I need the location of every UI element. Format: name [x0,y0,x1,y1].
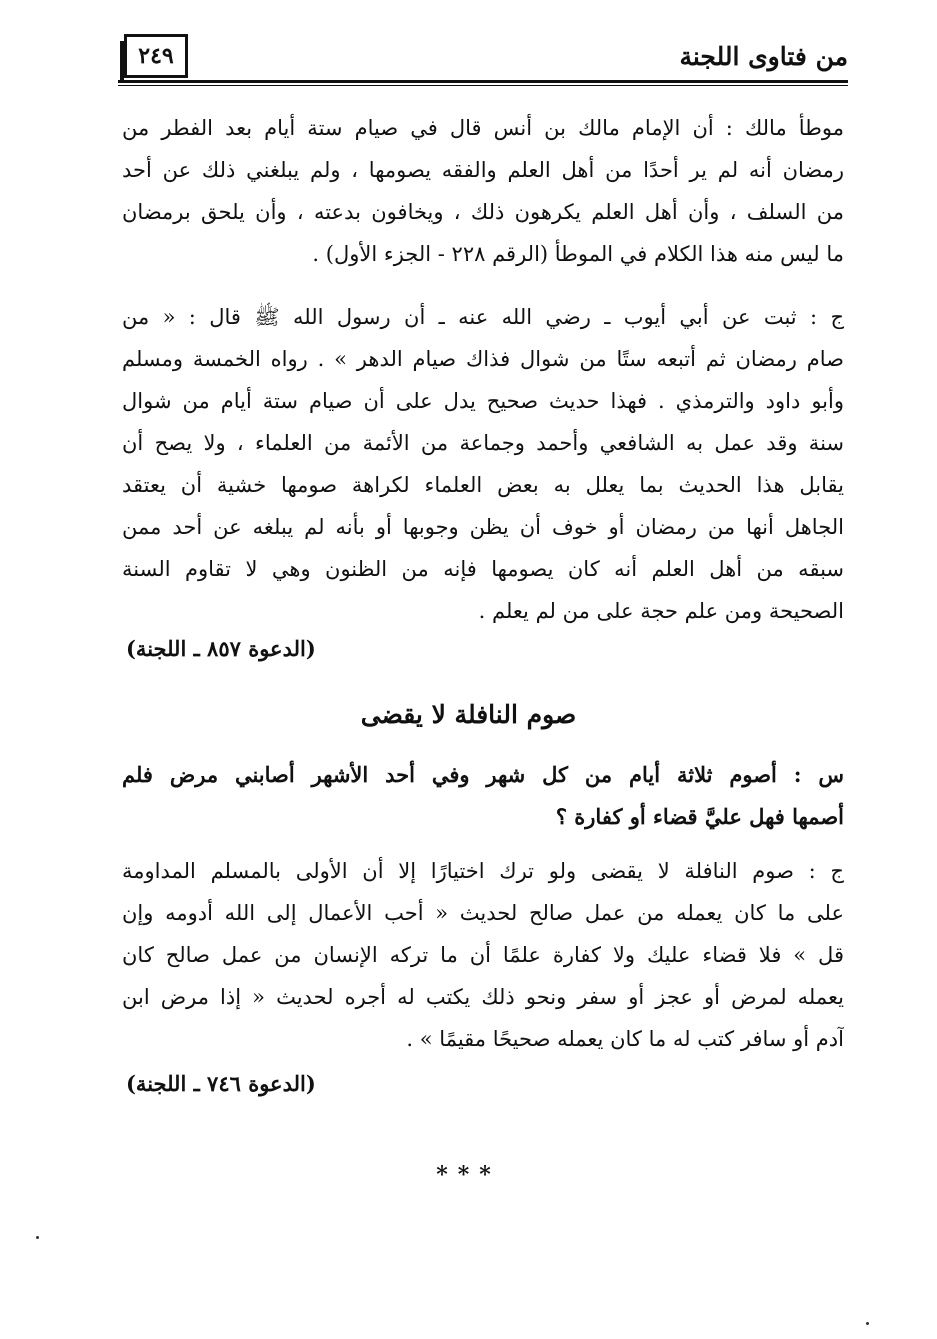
text-line: على ما كان يعمله من عمل صالح لحديث « أحب الأعمال إلى الله أدومه وإن [122,901,844,925]
text-line: سنة وقد عمل به الشافعي وأحمد وجماعة من الأئمة من العلماء ، ولا يصح أن [122,431,844,455]
text-line: سبقه من أهل العلم أنه كان يصومها فإنه من الظنون وهي لا تقاوم السنة [122,557,844,581]
fatwa1-answer [122,296,844,632]
text-line: موطأ مالك : أن الإمام مالك بن أنس قال في صيام ستة أيام بعد الفطر من [122,116,844,140]
fatwa1-intro [122,107,844,275]
fatwa1-reference: (الدعوة ٨٥٧ ـ اللجنة) [126,636,316,661]
running-title: من فتاوى اللجنة [679,42,848,71]
text-line: الصحيحة ومن علم حجة على من لم يعلم . [478,599,844,623]
text-line: ما ليس منه هذا الكلام في الموطأ (الرقم ٢٢٨ - الجزء الأول) . [312,242,844,266]
scan-speck [36,1236,39,1239]
scan-speck [866,1322,869,1325]
section-separator: *** [436,1162,501,1188]
text-line: أصمها فهل عليَّ قضاء أو كفارة ؟ [555,804,844,829]
text-line: آدم أو سافر كتب له ما كان يعمله صحيحًا مقيمًا » . [406,1027,844,1051]
page-number: ٢٤٩ [124,34,188,78]
text-line: قل » فلا قضاء عليك ولا كفارة علمًا أن ما تركه الإنسان من عمل صالح كان [122,943,844,967]
section-title: صوم النافلة لا يقضى [360,700,577,729]
text-line: س : أصوم ثلاثة أيام من كل شهر وفي أحد الأشهر أصابني مرض فلم [122,762,844,787]
fatwa2-question [122,754,844,838]
text-line: يعمله لمرض أو عجز أو سفر ونحو ذلك يكتب له أجره لحديث « إذا مرض ابن [122,985,844,1009]
fatwa2-answer [122,850,844,1060]
text-line: يقابل هذا الحديث بما يعلل به بعض العلماء لكراهة صومها خشية أن يعتقد [122,473,844,497]
text-line: صام رمضان ثم أتبعه ستًا من شوال فذاك صيام الدهر » . رواه الخمسة ومسلم [122,347,844,371]
fatwa2-reference: (الدعوة ٧٤٦ ـ اللجنة) [126,1071,316,1096]
page-header [118,30,848,92]
text-line: رمضان أنه لم ير أحدًا من أهل العلم والفقه يصومها ، ولم يبلغني ذلك عن أحد [122,158,844,182]
text-line: ج : ثبت عن أبي أيوب ـ رضي الله عنه ـ أن رسول الله ﷺ قال : « من [122,305,844,329]
text-line: ج : صوم النافلة لا يقضى ولو ترك اختيارًا إلا أن الأولى بالمسلم المداومة [122,859,844,883]
text-line: الجاهل أنها من رمضان أو خوف أن يظن وجوبها أو بأنه لم يبلغه عن أحد ممن [122,515,844,539]
text-line: من السلف ، وأن أهل العلم يكرهون ذلك ، ويخافون بدعته ، وأن يلحق برمضان [122,200,844,224]
header-rule [118,80,848,86]
text-line: وأبو داود والترمذي . فهذا حديث صحيح يدل على أن صيام ستة أيام من شوال [122,389,844,413]
